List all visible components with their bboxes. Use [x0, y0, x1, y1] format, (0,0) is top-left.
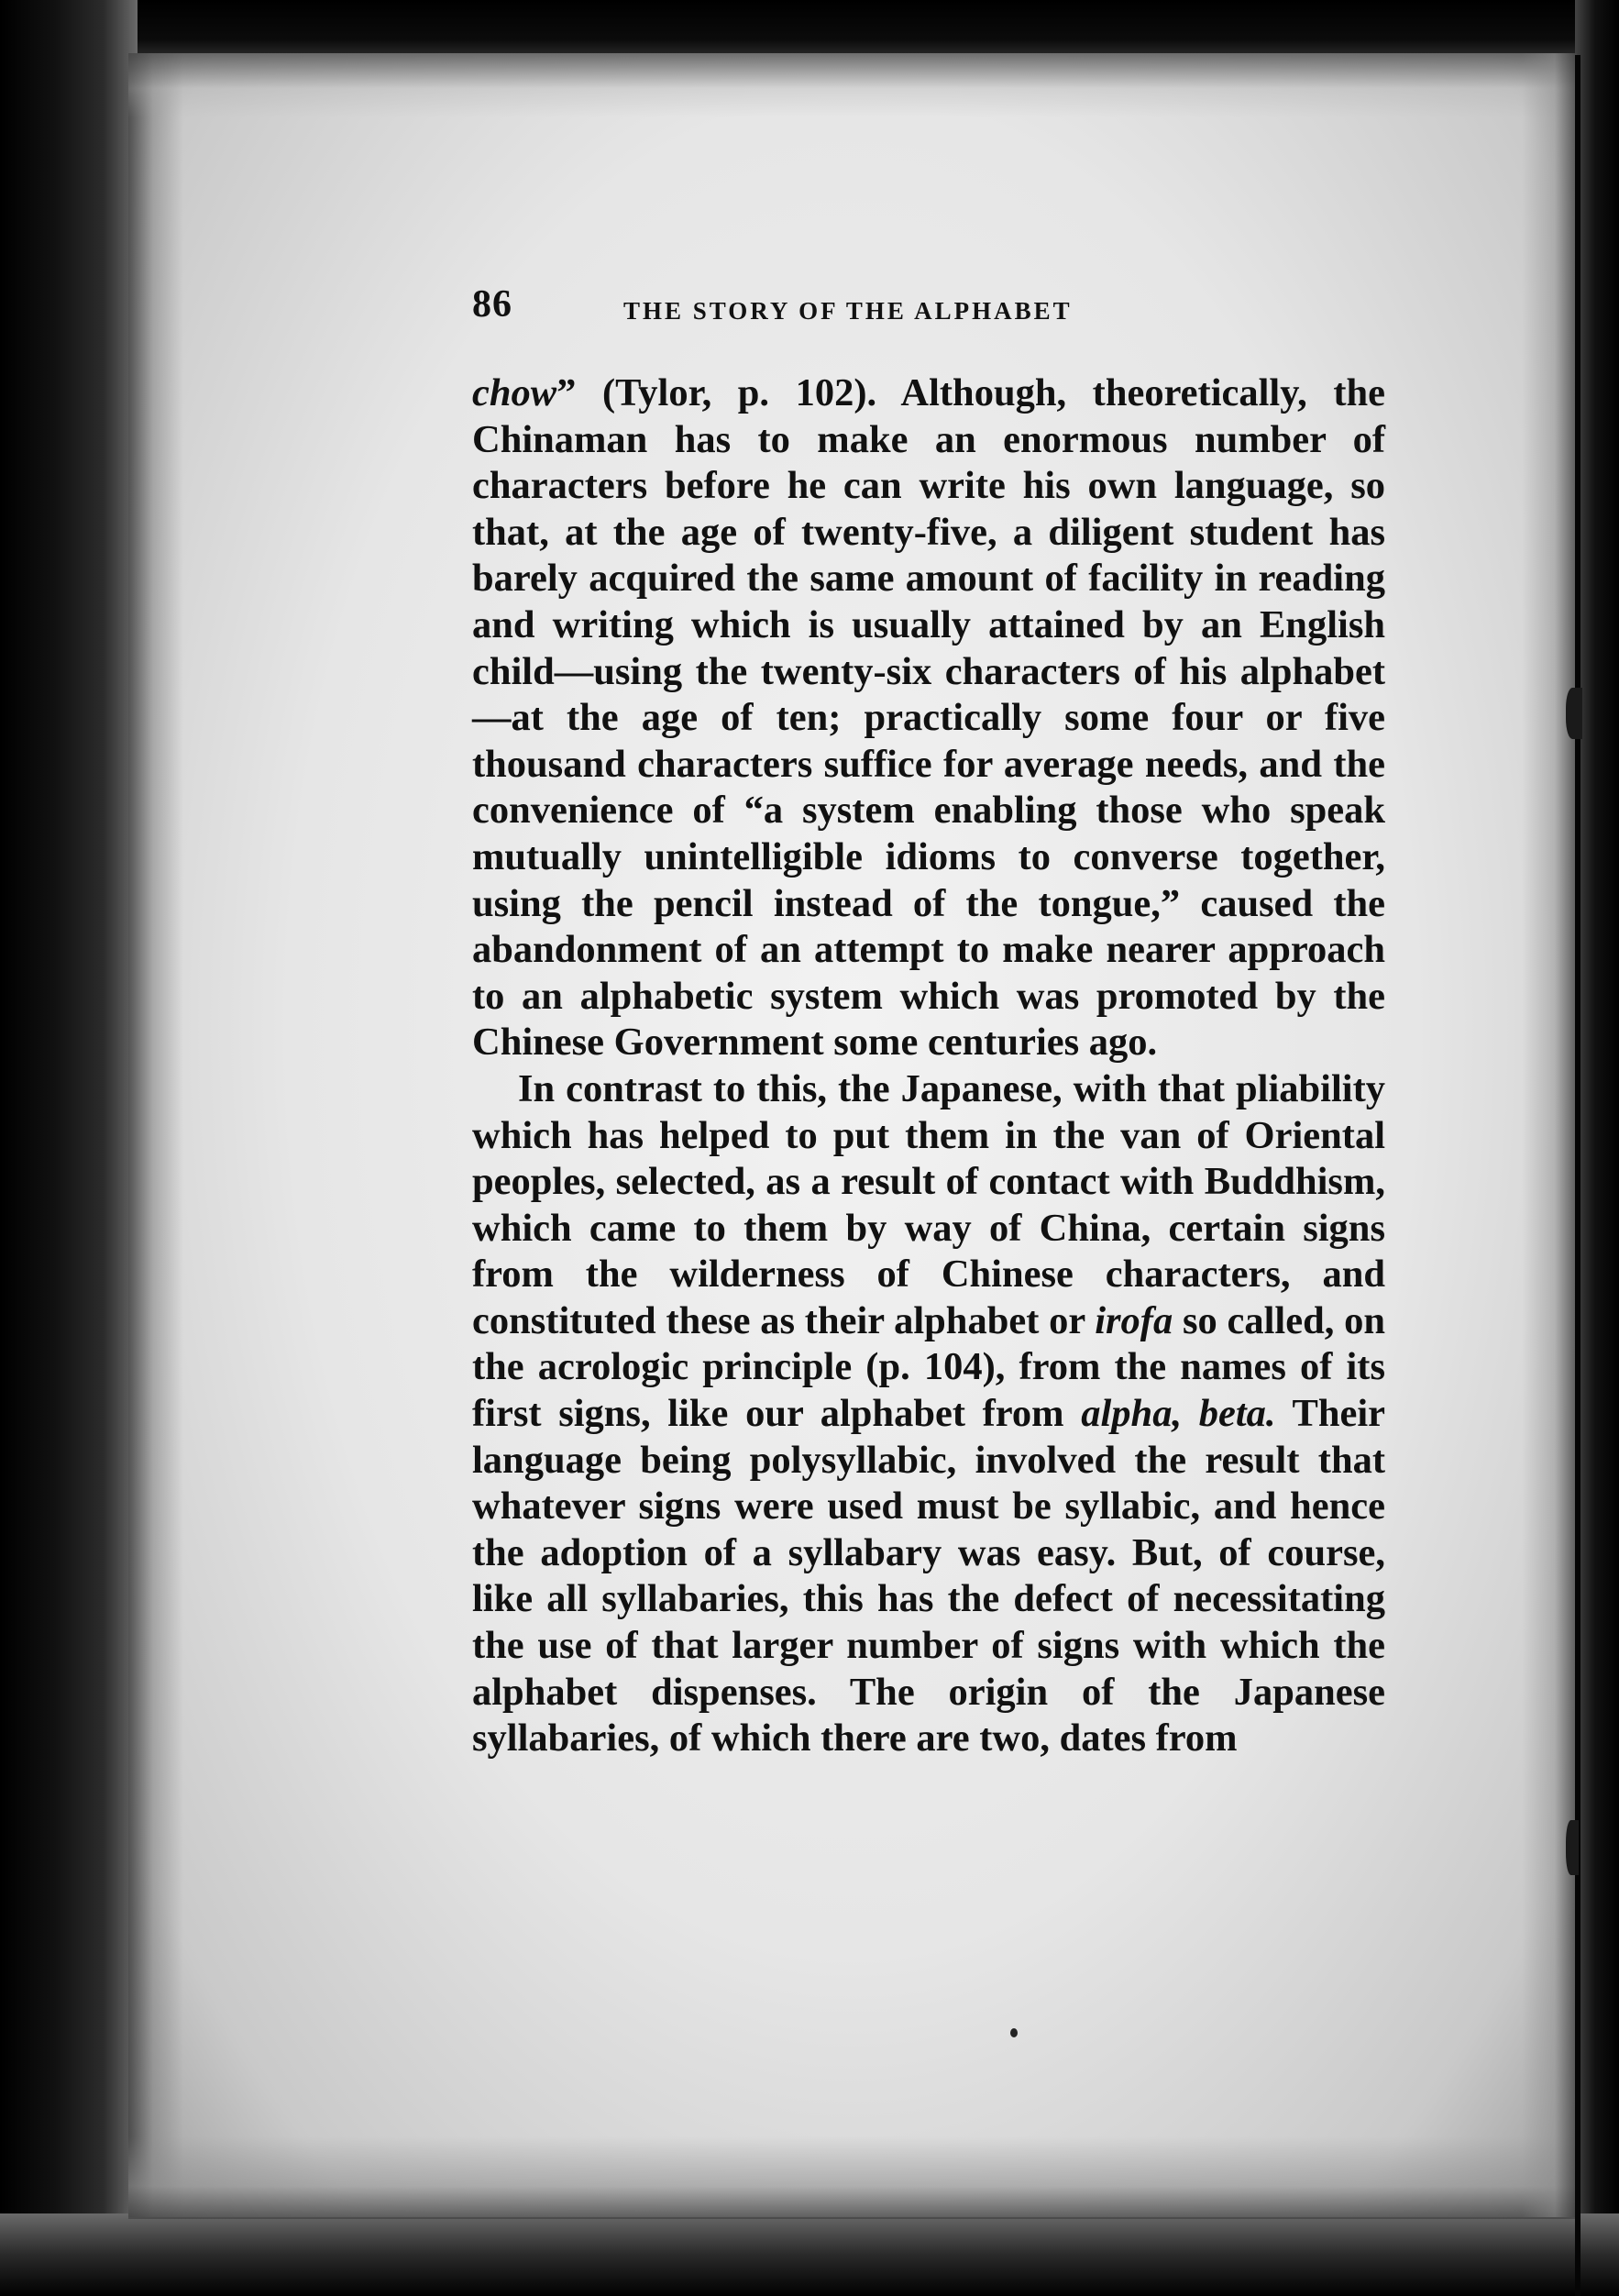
scan-border-top: [0, 0, 1619, 57]
page-shadow-right: [1522, 53, 1577, 2217]
scan-border-bottom: [0, 2213, 1619, 2296]
page-clip-mark: [1566, 1820, 1579, 1875]
running-title: THE STORY OF THE ALPHABET: [623, 297, 1073, 325]
page-number: 86: [472, 283, 512, 326]
paragraph-text: In contrast to this, the Japanese, with that pliability which has helped to put them in the van of Oriental peoples, selected, as a result of contact with Buddhism, which came to them by way of China, certain signs from the wilderness of Chinese characters, and constituted these as their alphabet or: [472, 1066, 1385, 1342]
scan-border-left: [0, 0, 138, 2296]
body-text: [472, 370, 1385, 1762]
italic-word: chow: [472, 371, 557, 414]
page-shadow-top: [128, 53, 1577, 117]
italic-word: irofa: [1095, 1298, 1173, 1342]
scan-binding-line: [1575, 55, 1580, 2296]
running-header: [472, 282, 1389, 337]
paragraph-text: so called, on the acrologic principle (p. 104), from the names of its first signs, like our alphabet from: [472, 1298, 1385, 1436]
scan-border-right: [1575, 0, 1619, 2296]
italic-separator: ,: [1172, 1392, 1199, 1436]
page-clip-mark: [1566, 688, 1582, 739]
paragraph: [472, 1066, 1385, 1762]
paragraph-text: Their language being polysyllabic, involved the result that whatever signs were used must be syllabic, and hence the adoption of a syllabary was easy. But, of course, like all syllabaries, this has the defect of necessitating the use of that larger number of signs with which the alphabet dispenses. The origin of the Japanese syllabaries, of which there are two, dates from: [472, 1392, 1385, 1761]
paragraph: [472, 370, 1385, 1066]
page-shadow-left: [128, 53, 183, 2217]
italic-word: beta.: [1198, 1392, 1276, 1436]
ink-speck: [1010, 2028, 1018, 2037]
page-shadow-bottom: [128, 2136, 1577, 2219]
italic-word: alpha: [1081, 1392, 1173, 1436]
paragraph-text: ” (Tylor, p. 102). Although, theoretically, the Chinaman has to make an enormous number of characters before he can write his own language, so that, at the age of twenty-five, a diligent student has barely acquired the same amount of facility in reading and writing which is usually attained by an English child—using the twenty-six characters of his alphabet—at the age of ten; practically some four or five thousand characters suffice for average needs, and the convenience of “a system enabling those who speak mutually unintelligible idioms to converse together, using the pencil instead of the tongue,” caused the abandonment of an attempt to make nearer approach to an alphabetic system which was promoted by the Chinese Government some centuries ago.: [472, 371, 1385, 1065]
